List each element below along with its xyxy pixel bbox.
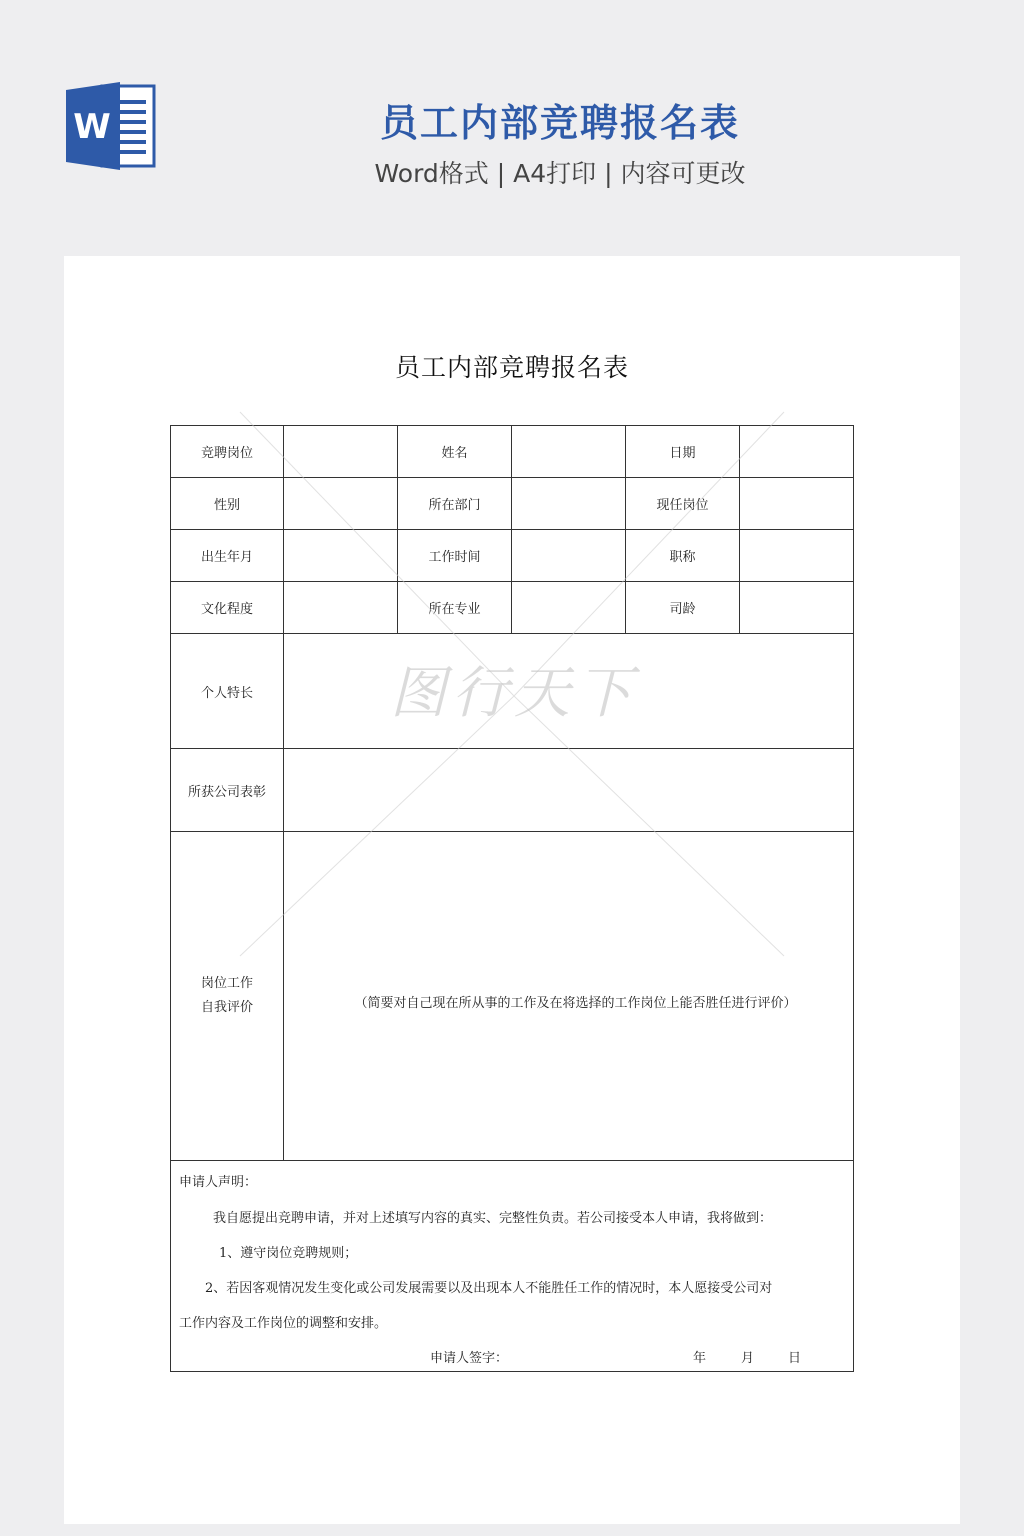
self-evaluation-hint: （简要对自己现在所从事的工作及在将选择的工作岗位上能否胜任进行评价） [354,995,797,1011]
label-self-evaluation-line1: 岗位工作 [200,976,253,991]
document-page [64,256,960,1524]
signature-label: 申请人签字： [430,1351,509,1366]
value-self-evaluation[interactable] [284,832,854,1161]
label-specialty: 个人特长 [171,634,284,749]
label-major: 所在专业 [398,582,512,634]
label-current-position: 现任岗位 [626,478,740,530]
form-row [171,582,854,634]
signature-day-label: 日 [788,1351,802,1366]
declaration-line: 我自愿提出竞聘申请，并对上述填写内容的真实、完整性负责。若公司接受本人申请，我将做到： [213,1211,773,1226]
value-major[interactable] [512,582,626,634]
header [0,0,1024,250]
value-gender[interactable] [284,478,398,530]
label-date: 日期 [626,426,740,478]
watermark-text: 图行天下 [390,661,638,726]
label-awards: 所获公司表彰 [171,749,284,832]
label-name: 姓名 [398,426,512,478]
value-current-position[interactable] [740,478,854,530]
label-education: 文化程度 [171,582,284,634]
label-birth-date: 出生年月 [171,530,284,582]
value-title[interactable] [740,530,854,582]
form-row [171,1161,854,1372]
signature-month-label: 月 [741,1351,755,1366]
value-seniority[interactable] [740,582,854,634]
form-row [171,478,854,530]
value-specialty[interactable] [284,634,854,749]
word-document-icon [62,78,158,174]
label-seniority: 司龄 [626,582,740,634]
declaration-line: 1、遵守岗位竞聘规则； [219,1246,358,1261]
label-work-start: 工作时间 [398,530,512,582]
value-department[interactable] [512,478,626,530]
declaration-line: 2、若因客观情况发生变化或公司发展需要以及出现本人不能胜任工作的情况时，本人愿接受公司对 [205,1281,773,1296]
value-awards[interactable] [284,749,854,832]
value-education[interactable] [284,582,398,634]
application-form-table [170,425,854,1372]
declaration-line: 工作内容及工作岗位的调整和安排。 [179,1316,388,1331]
word-letter: W [73,107,111,147]
value-position-applied[interactable] [284,426,398,478]
label-department: 所在部门 [398,478,512,530]
form-row [171,426,854,478]
label-gender: 性别 [171,478,284,530]
form-row [171,749,854,832]
label-self-evaluation-line2: 自我评价 [200,1000,253,1015]
declaration-cell [171,1161,854,1372]
declaration-title: 申请人声明： [179,1175,258,1190]
value-name[interactable] [512,426,626,478]
label-title: 职称 [626,530,740,582]
form-row [171,832,854,1161]
document-title: 员工内部竞聘报名表 [394,353,629,382]
value-birth-date[interactable] [284,530,398,582]
page-subtitle: Word格式 | A4打印 | 内容可更改 [374,159,746,188]
value-work-start[interactable] [512,530,626,582]
form-row [171,634,854,749]
form-row [171,530,854,582]
label-position-applied: 竞聘岗位 [171,426,284,478]
label-self-evaluation [171,832,284,1161]
signature-year-label: 年 [693,1351,707,1366]
page-title: 员工内部竞聘报名表 [379,101,740,145]
value-date[interactable] [740,426,854,478]
